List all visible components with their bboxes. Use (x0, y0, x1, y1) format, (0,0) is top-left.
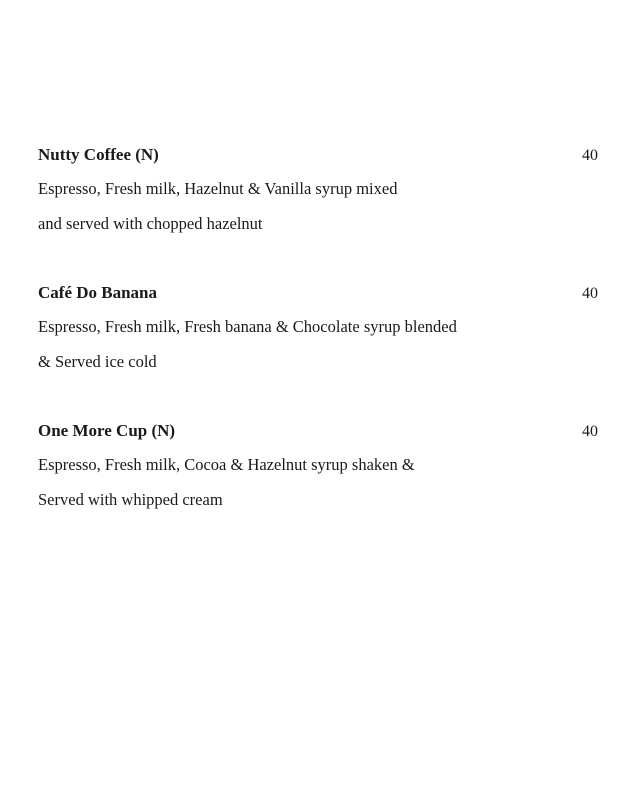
menu-list (38, 139, 598, 553)
menu-item-price: 40 (582, 285, 598, 302)
description-line: & Served ice cold (38, 352, 157, 371)
menu-item (38, 277, 598, 379)
menu-item-price: 40 (582, 147, 598, 164)
menu-item-header (38, 277, 598, 309)
menu-item (38, 415, 598, 517)
description-line: Served with whipped cream (38, 490, 223, 509)
menu-item-description (38, 171, 598, 241)
description-line: Espresso, Fresh milk, Fresh banana & Chocolate syrup blended (38, 317, 457, 336)
menu-item-name: One More Cup (N) (38, 421, 176, 440)
menu-item-price: 40 (582, 423, 598, 440)
menu-item-name: Café Do Banana (38, 283, 158, 302)
menu-item-description (38, 447, 598, 517)
description-line: and served with chopped hazelnut (38, 214, 263, 233)
menu-item-header (38, 139, 598, 171)
menu-item (38, 139, 598, 241)
menu-item-description (38, 309, 598, 379)
menu-item-name: Nutty Coffee (N) (38, 145, 159, 164)
menu-item-header (38, 415, 598, 447)
description-line: Espresso, Fresh milk, Cocoa & Hazelnut syrup shaken & (38, 455, 415, 474)
description-line: Espresso, Fresh milk, Hazelnut & Vanilla syrup mixed (38, 179, 398, 198)
